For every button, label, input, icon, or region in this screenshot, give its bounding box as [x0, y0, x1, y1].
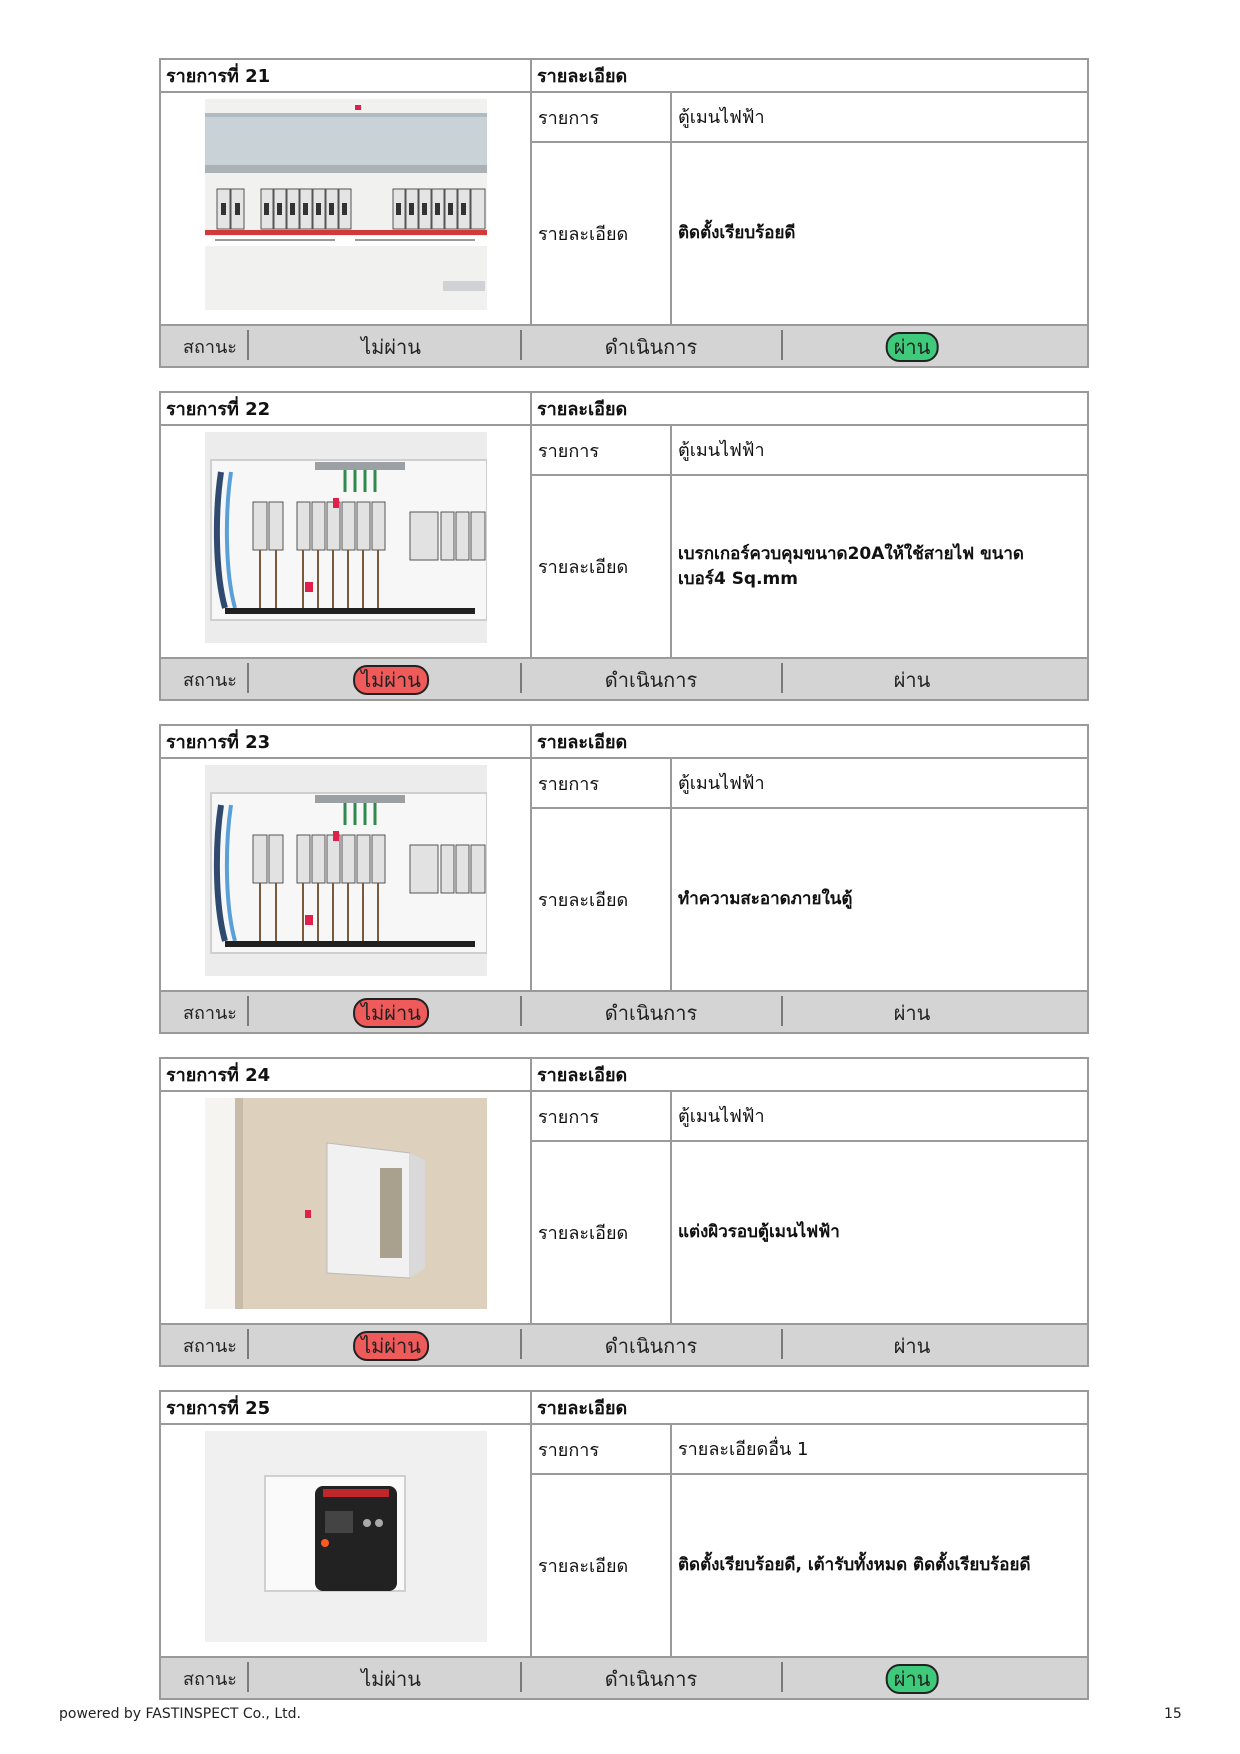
status-label: สถานะ	[183, 1003, 237, 1024]
status-option-fail[interactable]: ไม่ผ่าน	[353, 998, 429, 1028]
item-row	[532, 1092, 1087, 1142]
photo-cell	[161, 1092, 532, 1323]
inspection-photo[interactable]	[205, 99, 487, 310]
item-row	[532, 759, 1087, 809]
inspection-card	[159, 1390, 1089, 1700]
photo-cell	[161, 426, 532, 657]
status-option-fail[interactable]: ไม่ผ่าน	[361, 335, 421, 359]
detail-row	[532, 809, 1087, 990]
detail-heading: รายละเอียด	[532, 1059, 1087, 1092]
item-row	[532, 1425, 1087, 1475]
status-option-fail[interactable]: ไม่ผ่าน	[361, 1667, 421, 1691]
status-divider	[520, 1329, 522, 1359]
status-option-in-progress[interactable]: ดำเนินการ	[604, 1667, 698, 1691]
detail-value: ทำความสะอาดภายในตู้	[678, 889, 853, 909]
item-value: รายละเอียดอื่น 1	[678, 1438, 809, 1460]
status-divider	[781, 1662, 783, 1692]
status-divider	[247, 996, 249, 1026]
status-divider	[520, 1662, 522, 1692]
item-value: ตู้เมนไฟฟ้า	[678, 439, 765, 461]
status-option-fail[interactable]: ไม่ผ่าน	[353, 665, 429, 695]
status-option-pass[interactable]: ผ่าน	[893, 668, 931, 692]
detail-row	[532, 476, 1087, 657]
powered-by-footer: powered by FASTINSPECT Co., Ltd.	[59, 1706, 301, 1722]
status-divider	[520, 663, 522, 693]
status-divider	[781, 996, 783, 1026]
item-value: ตู้เมนไฟฟ้า	[678, 1105, 765, 1127]
inspection-card	[159, 391, 1089, 701]
inspection-photo[interactable]	[205, 765, 487, 976]
detail-value: ติดตั้งเรียบร้อยดี	[678, 223, 796, 243]
inspection-card	[159, 1057, 1089, 1367]
detail-label: รายละเอียด	[532, 476, 672, 657]
status-divider	[247, 1662, 249, 1692]
status-divider	[247, 330, 249, 360]
status-divider	[520, 996, 522, 1026]
item-number-heading: รายการที่ 22	[161, 393, 532, 426]
status-bar	[161, 1656, 1087, 1698]
status-option-in-progress[interactable]: ดำเนินการ	[604, 335, 698, 359]
detail-label: รายละเอียด	[532, 1475, 672, 1656]
item-row	[532, 426, 1087, 476]
detail-value: เบรกเกอร์ควบคุมขนาด20Aให้ใช้สายไฟ ขนาด เบอร์4 Sq.mm	[678, 543, 1024, 589]
status-divider	[781, 1329, 783, 1359]
status-option-pass[interactable]: ผ่าน	[893, 1334, 931, 1358]
detail-value: ติดตั้งเรียบร้อยดี, เต้ารับทั้งหมด ติดตั้งเรียบร้อยดี	[678, 1555, 1031, 1575]
status-divider	[247, 1329, 249, 1359]
item-value: ตู้เมนไฟฟ้า	[678, 772, 765, 794]
photo-cell	[161, 1425, 532, 1656]
detail-value: แต่งผิวรอบตู้เมนไฟฟ้า	[678, 1222, 840, 1242]
inspection-photo[interactable]	[205, 1431, 487, 1642]
detail-heading: รายละเอียด	[532, 60, 1087, 93]
status-bar	[161, 1323, 1087, 1365]
status-option-pass[interactable]: ผ่าน	[886, 332, 939, 362]
status-divider	[781, 663, 783, 693]
detail-label: รายละเอียด	[532, 809, 672, 990]
status-option-pass[interactable]: ผ่าน	[886, 1664, 939, 1694]
status-label: สถานะ	[183, 670, 237, 691]
item-label: รายการ	[532, 426, 672, 474]
detail-row	[532, 1142, 1087, 1323]
detail-row	[532, 1475, 1087, 1656]
inspection-card	[159, 724, 1089, 1034]
status-divider	[247, 663, 249, 693]
status-bar	[161, 990, 1087, 1032]
inspection-card	[159, 58, 1089, 368]
detail-heading: รายละเอียด	[532, 393, 1087, 426]
inspection-photo[interactable]	[205, 432, 487, 643]
status-divider	[781, 330, 783, 360]
status-bar	[161, 657, 1087, 699]
status-option-pass[interactable]: ผ่าน	[893, 1001, 931, 1025]
status-label: สถานะ	[183, 1336, 237, 1357]
inspection-photo[interactable]	[205, 1098, 487, 1309]
item-label: รายการ	[532, 1425, 672, 1473]
item-number-heading: รายการที่ 21	[161, 60, 532, 93]
status-option-fail[interactable]: ไม่ผ่าน	[353, 1331, 429, 1361]
detail-heading: รายละเอียด	[532, 726, 1087, 759]
item-number-heading: รายการที่ 24	[161, 1059, 532, 1092]
status-option-in-progress[interactable]: ดำเนินการ	[604, 1001, 698, 1025]
detail-heading: รายละเอียด	[532, 1392, 1087, 1425]
page-number: 15	[1164, 1706, 1182, 1722]
item-value: ตู้เมนไฟฟ้า	[678, 106, 765, 128]
status-bar	[161, 324, 1087, 366]
status-label: สถานะ	[183, 337, 237, 358]
item-number-heading: รายการที่ 25	[161, 1392, 532, 1425]
status-divider	[520, 330, 522, 360]
detail-label: รายละเอียด	[532, 1142, 672, 1323]
item-label: รายการ	[532, 1092, 672, 1140]
detail-label: รายละเอียด	[532, 143, 672, 324]
status-option-in-progress[interactable]: ดำเนินการ	[604, 1334, 698, 1358]
photo-cell	[161, 93, 532, 324]
status-option-in-progress[interactable]: ดำเนินการ	[604, 668, 698, 692]
status-label: สถานะ	[183, 1669, 237, 1690]
photo-cell	[161, 759, 532, 990]
detail-row	[532, 143, 1087, 324]
item-number-heading: รายการที่ 23	[161, 726, 532, 759]
item-label: รายการ	[532, 759, 672, 807]
item-label: รายการ	[532, 93, 672, 141]
item-row	[532, 93, 1087, 143]
